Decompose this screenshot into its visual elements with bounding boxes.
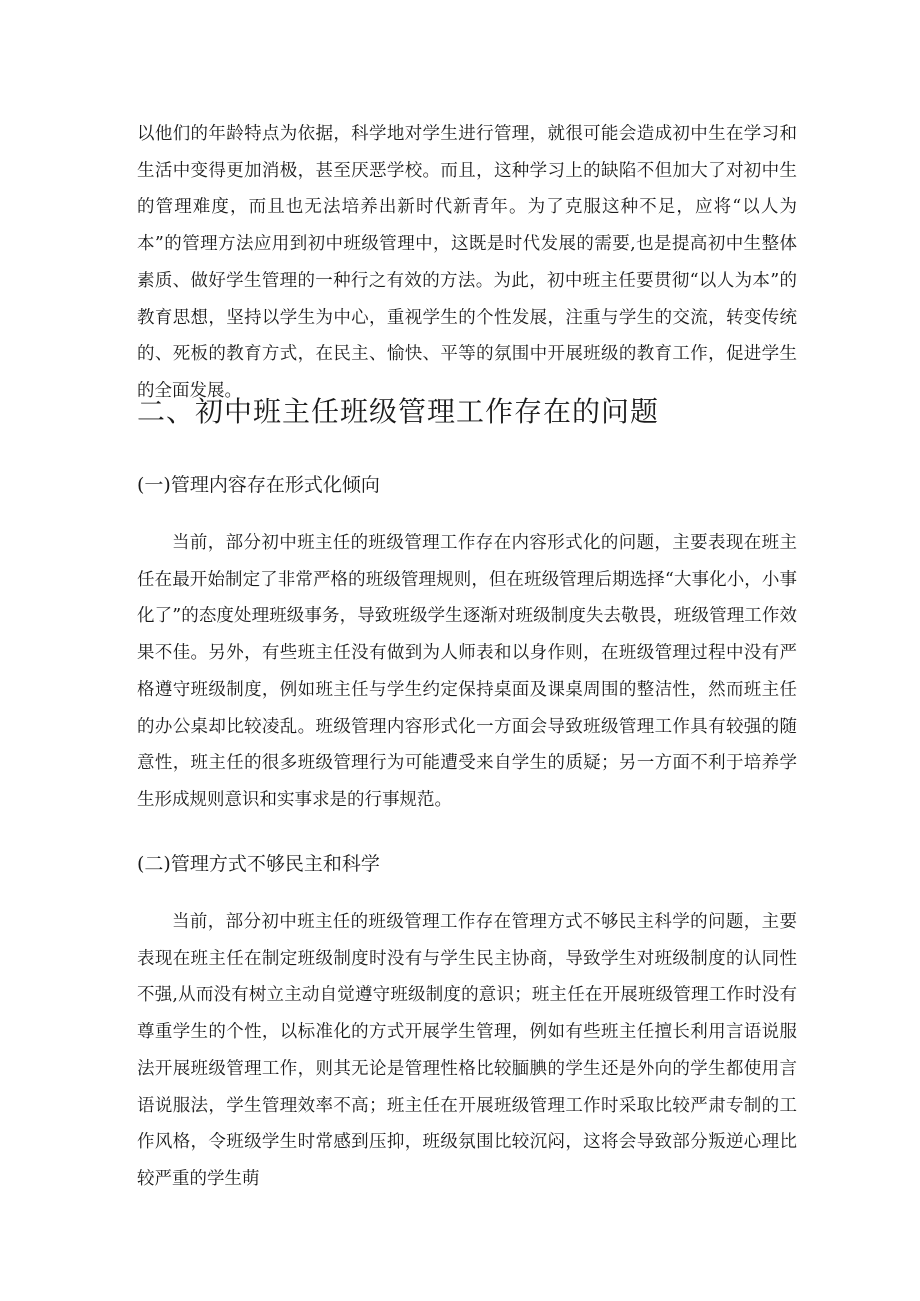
subsection-2-heading: (二)管理方式不够民主和科学 <box>137 853 380 875</box>
subsection-2-paragraph: 当前，部分初中班主任的班级管理工作存在管理方式不够民主科学的问题，主要表现在班主任在制定班级制度时没有与学生民主协商，导致学生对班级制度的认同性不强,从而没有树立主动自觉遵守班级制度的意识；班主任在开展班级管理工作时没有尊重学生的个性，以标准化的方式开展学生管理，例如有些班主任擅长利用言语说服法开展班级管理工作，则其无论是管理性格比较腼腆的学生还是外向的学生都使用言语说服法，学生管理效率不高；班主任在开展班级管理工作时采取比较严肃专制的工作风格，令班级学生时常感到压抑，班级氛围比较沉闷，这将会导致部分叛逆心理比较严重的学生萌 <box>137 912 797 1189</box>
section-heading: 二、初中班主任班级管理工作存在的问题 <box>137 395 660 428</box>
intro-paragraph: 以他们的年龄特点为依据，科学地对学生进行管理，就很可能会造成初中生在学习和生活中变得更加消极，甚至厌恶学校。而且，这种学习上的缺陷不但加大了对初中生的管理难度，而且也无法培养出新时代新青年。为了克服这种不足，应将“以人为本”的管理方法应用到初中班级管理中，这既是时代发展的需要,也是提高初中生整体素质、做好学生管理的一种行之有效的方法。为此，初中班主任要贯彻“以人为本”的教育思想，坚持以学生为中心，重视学生的个性发展，注重与学生的交流，转变传统的、死板的教育方式，在民主、愉快、平等的氛围中开展班级的教育工作，促进学生的全面发展。 <box>137 124 797 401</box>
subsection-1-heading: (一)管理内容存在形式化倾向 <box>137 474 380 496</box>
subsection-1-paragraph: 当前，部分初中班主任的班级管理工作存在内容形式化的问题，主要表现在班主任在最开始制定了非常严格的班级管理规则，但在班级管理后期选择“大事化小，小事化了”的态度处理班级事务，导致班级学生逐渐对班级制度失去敬畏，班级管理工作效果不佳。另外，有些班主任没有做到为人师表和以身作则，在班级管理过程中没有严格遵守班级制度，例如班主任与学生约定保持桌面及课桌周围的整洁性，然而班主任的办公桌却比较凌乱。班级管理内容形式化一方面会导致班级管理工作具有较强的随意性，班主任的很多班级管理行为可能遭受来自学生的质疑；另一方面不利于培养学生形成规则意识和实事求是的行事规范。 <box>137 533 797 810</box>
